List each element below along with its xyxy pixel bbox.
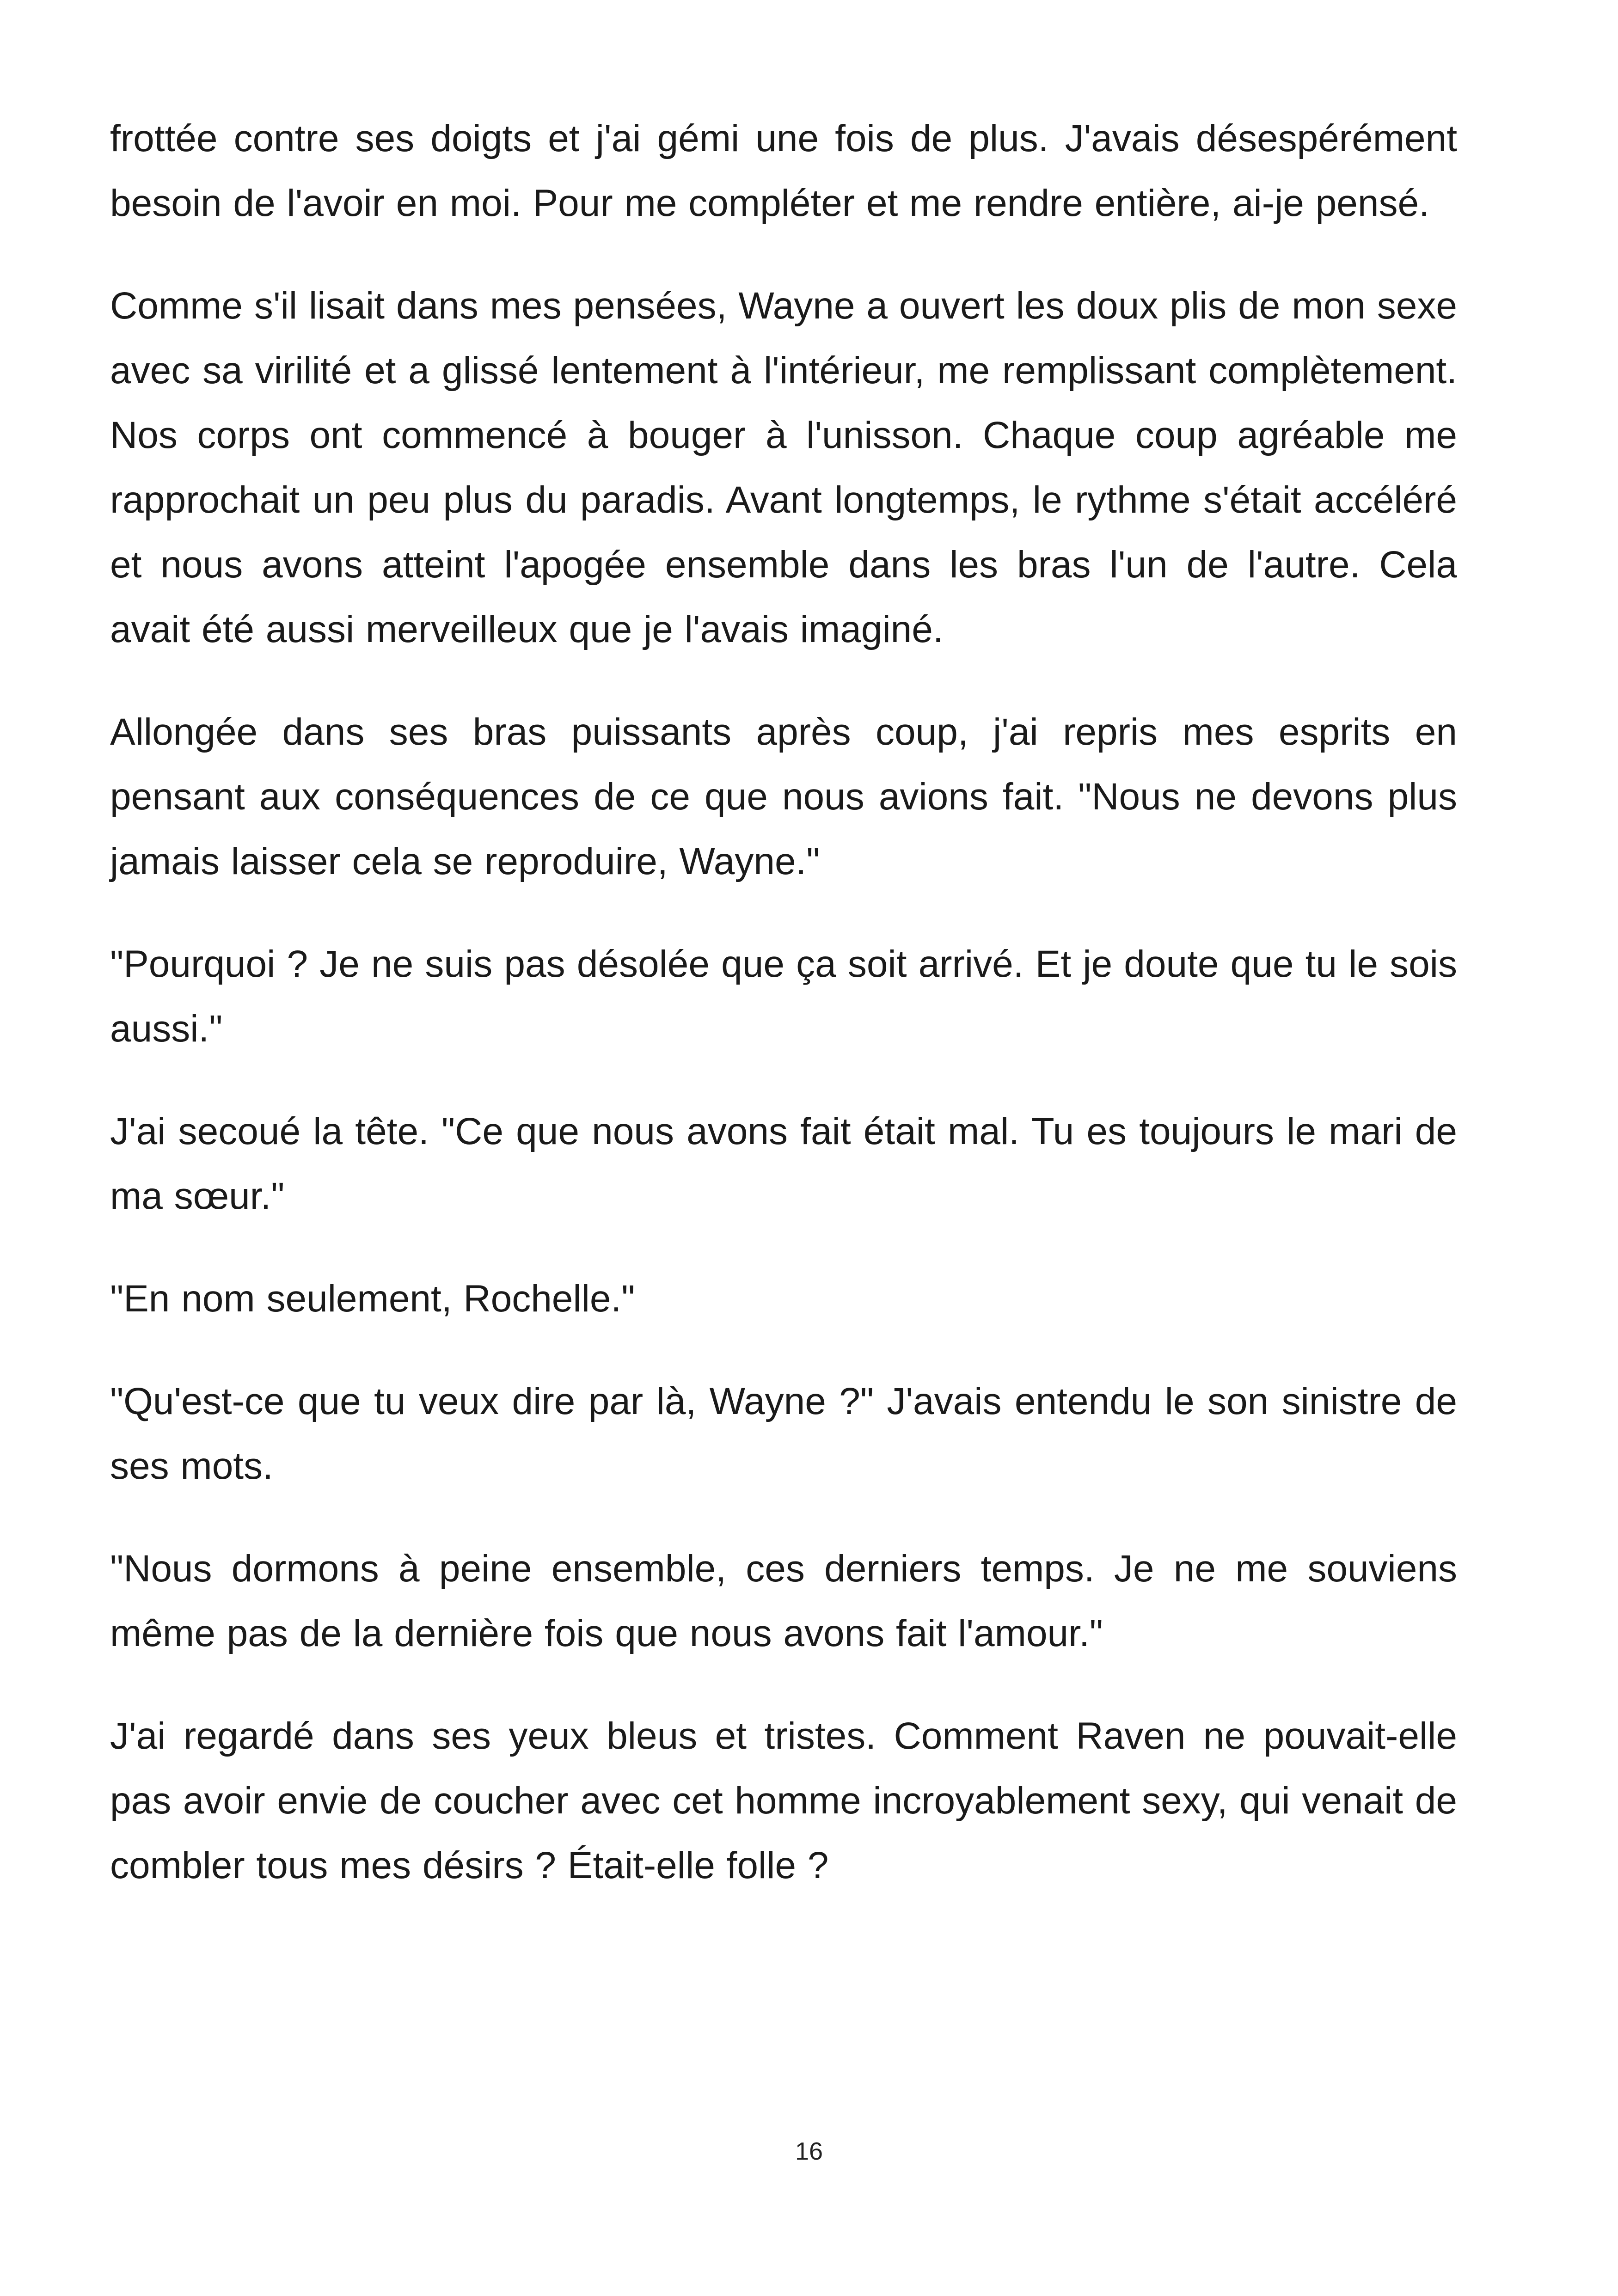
paragraph-5: J'ai secoué la tête. "Ce que nous avons fait était mal. Tu es toujours le mari de ma sœur." [110, 1110, 1457, 1217]
paragraph-3: Allongée dans ses bras puissants après coup, j'ai repris mes esprits en pensant aux conséquences de ce que nous avions fait. "Nous ne devons plus jamais laisser cela se reproduire, Wayne." [110, 711, 1457, 882]
paragraph-2: Comme s'il lisait dans mes pensées, Wayne a ouvert les doux plis de mon sexe avec sa virilité et a glissé lentement à l'intérieur, me remplissant complètement. Nos corps ont commencé à bouger à l'unisson. Chaque coup agréable me rapprochait un peu plus du paradis. Avant longtemps, le rythme s'était accéléré et nous avons atteint l'apogée ensemble dans les bras l'un de l'autre. Cela avait été aussi merveilleux que je l'avais imaginé. [110, 285, 1457, 650]
paragraph-8: "Nous dormons à peine ensemble, ces derniers temps. Je ne me souviens même pas de la dernière fois que nous avons fait l'amour." [110, 1548, 1457, 1654]
page-number: 16 [795, 2137, 823, 2165]
paragraph-4: "Pourquoi ? Je ne suis pas désolée que ça soit arrivé. Et je doute que tu le sois aussi." [110, 943, 1457, 1050]
paragraph-7: "Qu'est-ce que tu veux dire par là, Wayne ?" J'avais entendu le son sinistre de ses mots. [110, 1380, 1457, 1487]
paragraph-6: "En nom seulement, Rochelle." [110, 1278, 635, 1320]
paragraph-1: frottée contre ses doigts et j'ai gémi une fois de plus. J'avais désespérément besoin de l'avoir en moi. Pour me compléter et me rendre entière, ai-je pensé. [110, 117, 1457, 224]
paragraph-9: J'ai regardé dans ses yeux bleus et tristes. Comment Raven ne pouvait-elle pas avoir envie de coucher avec cet homme incroyablement sexy, qui venait de combler tous mes désirs ? Était-elle folle ? [110, 1715, 1457, 1886]
body-text [110, 106, 1457, 1936]
